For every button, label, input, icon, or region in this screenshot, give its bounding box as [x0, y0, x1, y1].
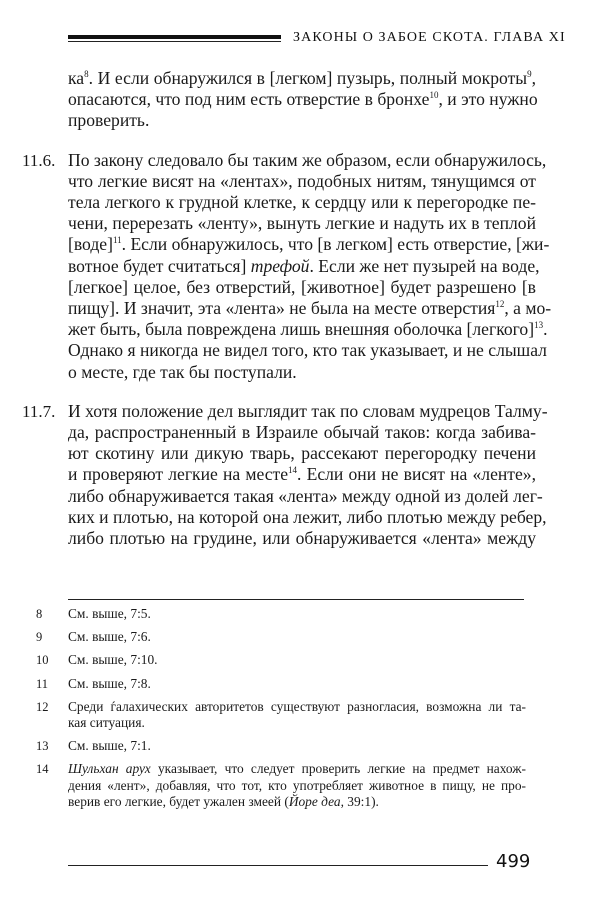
text-line: [воде]$^{11}$. Если обнаружилось, что [в легком] есть отверстие, [жи-	[68, 234, 550, 255]
footnote-item	[36, 738, 526, 754]
text-line: дения «лент», добавляя, что тот, кто употребляет животное в пищу, не про-	[68, 777, 526, 793]
footnote-text	[68, 652, 526, 668]
footnote-text	[68, 676, 526, 692]
section-text	[68, 400, 548, 549]
section-11-7	[22, 400, 548, 549]
footnote-text	[68, 629, 526, 645]
text-line: [легкое] целое, без отверстий, [животное] будет разрешено [в	[68, 276, 536, 297]
main-text	[22, 68, 552, 549]
text-line: кая ситуация.	[68, 715, 145, 731]
text-line: Однако я никогда не видел того, кто так указывает, и не слышал	[68, 340, 547, 361]
footnote-item	[36, 606, 526, 622]
text-line: И хотя положение дел выглядит так по словам мудрецов Талму-	[68, 400, 548, 421]
footnote-separator	[68, 599, 524, 600]
text-line: См. выше, 7:1.	[68, 738, 151, 754]
footnote-ref[interactable]: 14	[288, 465, 298, 476]
text-line: вотное будет считаться] трефой. Если же нет пузырей на воде,	[68, 255, 540, 276]
text-line: и проверяют легкие на месте$^{14}$. Если они не висят на «ленте»,	[68, 464, 536, 485]
footnote-number: 9	[36, 630, 43, 645]
footnote-ref[interactable]: 12	[495, 299, 505, 310]
text-line: ких и плотью, на которой она лежит, либо плотью между ребер,	[68, 506, 547, 527]
footer-rule	[68, 865, 488, 866]
text-line: По закону следовало бы таким же образом, если обнаружилось,	[68, 149, 547, 170]
header-rule-thick	[68, 35, 281, 39]
chapter-title: ЗАКОНЫ О ЗАБОЕ СКОТА. ГЛАВА XI	[293, 30, 566, 45]
footnote-text	[68, 761, 526, 810]
text-line: жет быть, была повреждена лишь внешняя оболочка [легкого]$^{13}$.	[68, 319, 548, 340]
text-line: ют скотину или дикую тварь, рассекают перегородку печени	[68, 443, 536, 464]
text-line: См. выше, 7:6.	[68, 629, 151, 645]
footnote-number: 8	[36, 607, 43, 621]
text-line: о месте, где так бы поступали.	[68, 361, 297, 382]
footnote-item	[36, 652, 526, 668]
text-line: См. выше, 7:5.	[68, 606, 151, 621]
footnote-text	[68, 738, 526, 754]
text-line: чени, перерезать «ленту», вынуть легкие и надуть их в теплой	[68, 213, 536, 234]
header-rule	[68, 35, 281, 42]
text-line: Шульхан арух указывает, что следует проверить легкие на предмет нахож-	[68, 761, 527, 777]
footnote-text	[68, 699, 526, 731]
section-11-6	[22, 149, 552, 383]
section-text	[68, 149, 552, 383]
italic-term: трефой	[250, 255, 310, 276]
continuation-paragraph	[68, 68, 536, 132]
footnote-number: 14	[36, 762, 49, 777]
footnote-number: 13	[36, 739, 49, 754]
footnote-item	[36, 699, 526, 731]
section-number: 11.6.	[22, 150, 56, 170]
footnote-text	[68, 606, 526, 622]
text-line: См. выше, 7:10.	[68, 652, 158, 668]
footnote-number: 12	[36, 699, 49, 714]
footnote-ref[interactable]: 9	[527, 69, 532, 79]
text-line: да, распространенный в Израиле обычай таков: когда забива-	[68, 422, 536, 443]
footnote-ref[interactable]: 10	[429, 90, 439, 101]
text-line: тела легкого к грудной клетке, к сердцу или к перегородке пе-	[68, 192, 536, 213]
header-rule-thin	[68, 41, 281, 42]
footnote-item	[36, 676, 526, 692]
text-line: проверить.	[68, 110, 150, 131]
text-line: верив его легкие, будет ужален змеей (Йоре деа, 39:1).	[68, 793, 379, 809]
text-line: либо обнаруживается такая «лента» между одной из долей лег-	[68, 485, 543, 506]
footnote-ref[interactable]: 11	[112, 235, 122, 246]
text-line: пищу]. И значит, эта «лента» не была на месте отверстия$^{12}$, а мо-	[68, 298, 552, 319]
italic-term: Йоре деа	[288, 793, 341, 809]
text-line: ка$^8$. И если обнаружился в [легком] пузырь, полный мокроты$^9$,	[68, 68, 536, 88]
text-line: См. выше, 7:8.	[68, 675, 151, 691]
footnote-number: 11	[36, 676, 49, 691]
footnote-number: 10	[36, 653, 49, 668]
text-line: опасаются, что под ним есть отверстие в бронхе$^{10}$, и это нужно	[68, 89, 538, 110]
footnote-item	[36, 761, 526, 810]
text-line: либо плотью на грудине, или обнаруживается «лента» между	[68, 528, 536, 549]
footnote-ref[interactable]: 13	[534, 320, 544, 331]
section-number: 11.7.	[22, 401, 56, 421]
page-number: 499	[496, 851, 531, 872]
text-line: что легкие висят на «лентах», подобных нитям, тянущимся от	[68, 170, 536, 191]
running-header	[68, 30, 566, 46]
footnote-ref[interactable]: 8	[84, 69, 89, 79]
footnote-item	[36, 629, 526, 645]
italic-term: Шульхан арух	[68, 761, 151, 777]
text-line: Среди ѓалахических авторитетов существуют разногласия, возможна ли та-	[68, 698, 526, 714]
footnotes	[36, 606, 526, 817]
